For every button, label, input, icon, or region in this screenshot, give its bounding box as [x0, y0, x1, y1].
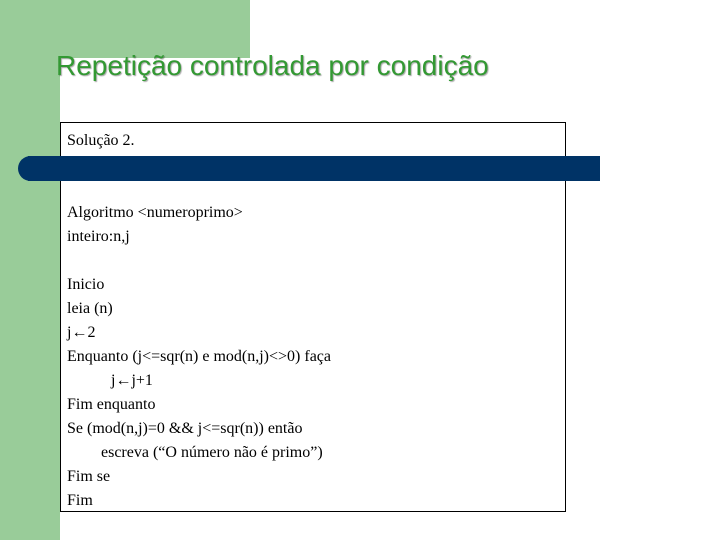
- slide-title: Repetição controlada por condição: [56, 50, 489, 81]
- solution-heading: Solução 2.: [67, 132, 135, 149]
- code-line-begin: Inicio: [67, 276, 105, 293]
- code-line-end-while: Fim enquanto: [67, 396, 156, 413]
- code-line-while: Enquanto (j<=sqr(n) e mod(n,j)<>0) faça: [67, 348, 332, 365]
- code-line-declaration: inteiro:n,j: [67, 228, 130, 245]
- code-line-if: Se (mod(n,j)=0 && j<=sqr(n)) então: [67, 420, 303, 437]
- blue-band: [28, 156, 600, 181]
- green-side-bar: [0, 0, 60, 540]
- code-line-end: Fim: [67, 492, 93, 509]
- code-line-end-if: Fim se: [67, 468, 111, 485]
- code-line-increment: j←j+1: [111, 372, 153, 389]
- code-line-read: leia (n): [67, 300, 113, 317]
- code-line-algorithm: Algoritmo <numeroprimo>: [67, 204, 243, 221]
- code-line-assign-j: j←2: [67, 324, 96, 341]
- code-line-write: escreva (“O número não é primo”): [101, 444, 323, 461]
